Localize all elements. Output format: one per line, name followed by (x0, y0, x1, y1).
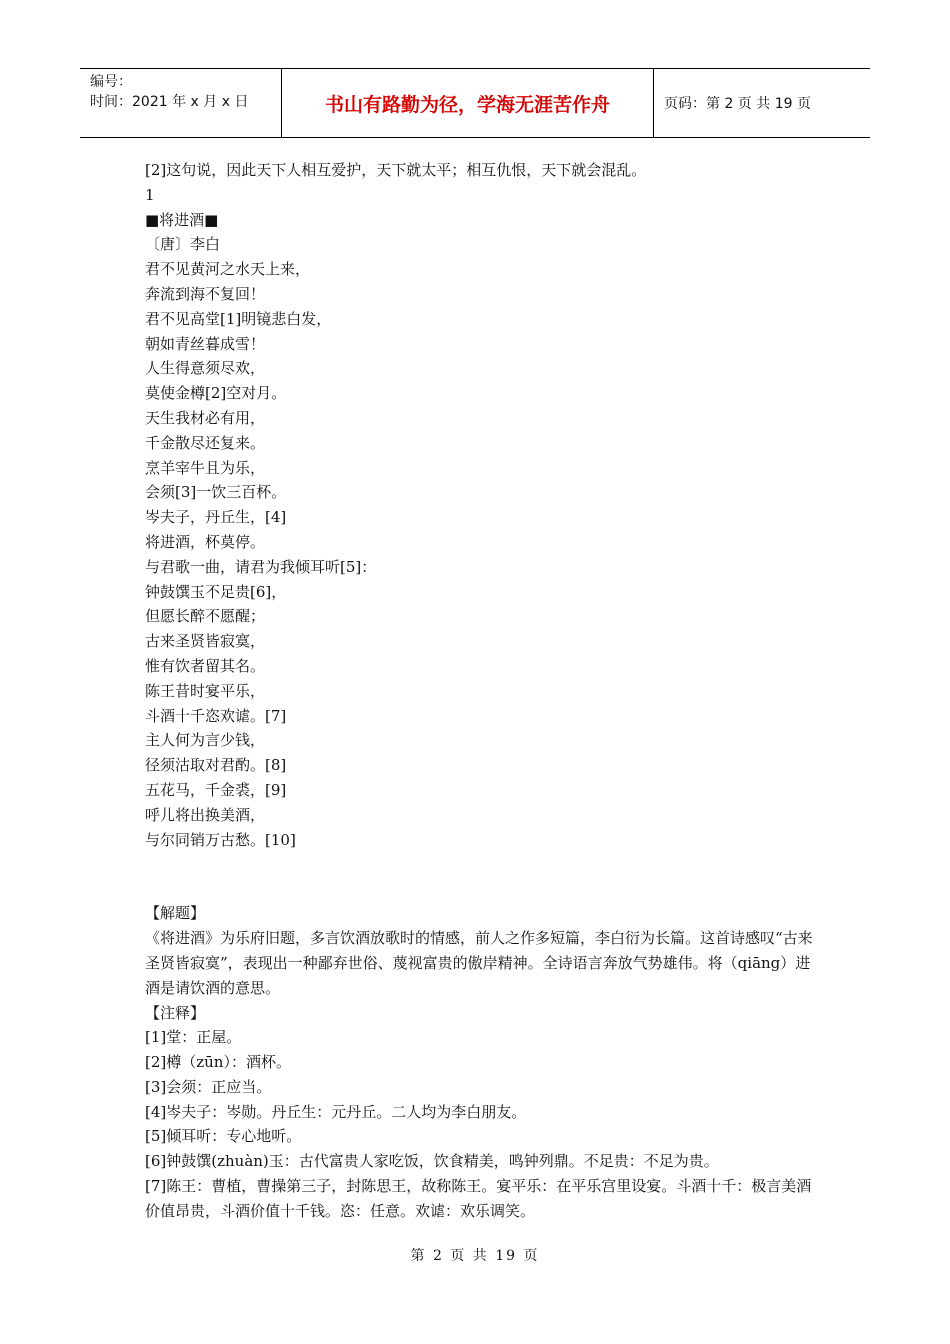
jieti-heading: 【解题】 (145, 904, 206, 923)
number-label: 编号： (90, 74, 132, 90)
poem-line: 钟鼓馔玉不足贵[6]， (145, 582, 287, 601)
poem-line: 径须沽取对君酌。[8] (145, 756, 287, 775)
poem-line: 君不见高堂[1]明镜悲白发， (145, 309, 332, 328)
poem-line: 将进酒，杯莫停。 (145, 532, 266, 551)
poem-line: 烹羊宰牛且为乐， (145, 458, 266, 477)
poem-line: 朝如青丝暮成雪！ (145, 334, 266, 353)
poem-line: 斗酒十千恣欢谑。[7] (145, 706, 287, 725)
time-label: 时间：2021 年 x 月 x 日 (90, 94, 249, 110)
page-header (80, 68, 870, 138)
poem-line: 岑夫子，丹丘生，[4] (145, 508, 287, 527)
poem-line: 莫使金樽[2]空对月。 (145, 384, 287, 403)
jieti-paragraph: 《将进酒》为乐府旧题，多言饮酒放歌时的情感，前人之作多短篇，李白衍为长篇。这首诗感叹“古来圣贤皆寂寞”，表现出一种鄙弃世俗、蔑视富贵的傲岸精神。全诗语言奔放气势雄伟。将（qiāng）进酒是请饮酒的意思。 (145, 929, 813, 997)
header-meta (80, 69, 282, 137)
header-page-info: 页码：第 2 页 共 19 页 (664, 96, 811, 112)
note-item: [6]钟鼓馔(zhuàn)玉：古代富贵人家吃饭，饮食精美，鸣钟列鼎。不足贵：不足为贵。 (145, 1152, 719, 1171)
note-item: [1]堂：正屋。 (145, 1028, 242, 1047)
poem-title: ■将进酒■ (145, 210, 219, 229)
spacer (145, 852, 825, 901)
note-item: [7]陈王：曹植，曹操第三子，封陈思王，故称陈王。宴平乐：在平乐宫里设宴。斗酒十千：极言美酒价值昂贵，斗酒价值十千钱。恣：任意。欢谑：欢乐调笑。 (145, 1177, 812, 1220)
poem-line: 主人何为言少钱， (145, 731, 266, 750)
poem-line: 惟有饮者留其名。 (145, 656, 266, 675)
poem-line: 与尔同销万古愁。[10] (145, 830, 296, 849)
poem-line: 会须[3]一饮三百杯。 (145, 483, 287, 502)
poem-line: 君不见黄河之水天上来， (145, 260, 311, 279)
poem-line: 人生得意须尽欢， (145, 359, 266, 378)
poem-line: 五花马，千金裘，[9] (145, 780, 287, 799)
note-line: [2]这句说，因此天下人相互爱护，天下就太平；相互仇恨，天下就会混乱。 (145, 161, 647, 179)
poem-line: 但愿长醉不愿醒； (145, 607, 266, 626)
poem-line: 奔流到海不复回！ (145, 284, 266, 303)
poem-line: 千金散尽还复来。 (145, 433, 266, 452)
note-item: [5]倾耳听：专心地听。 (145, 1127, 302, 1146)
poem-author: 〔唐〕李白 (145, 235, 221, 254)
header-motto: 书山有路勤为径，学海无涯苦作舟 (282, 69, 654, 137)
page-footer: 第 2 页 共 19 页 (410, 1248, 540, 1264)
poem-line: 古来圣贤皆寂寞， (145, 632, 266, 651)
notes-heading: 【注释】 (145, 1003, 206, 1022)
note-item: [3]会须：正应当。 (145, 1077, 272, 1096)
poem-line: 呼儿将出换美酒， (145, 805, 266, 824)
document-body (145, 158, 825, 1224)
note-item: [2]樽（zūn）：酒杯。 (145, 1053, 291, 1072)
poem-line: 陈王昔时宴平乐， (145, 681, 266, 700)
poem-line: 天生我材必有用， (145, 408, 266, 427)
section-number: 1 (145, 185, 155, 204)
poem-line: 与君歌一曲，请君为我倾耳听[5]： (145, 557, 377, 576)
note-item: [4]岑夫子：岑勋。丹丘生：元丹丘。二人均为李白朋友。 (145, 1102, 527, 1121)
